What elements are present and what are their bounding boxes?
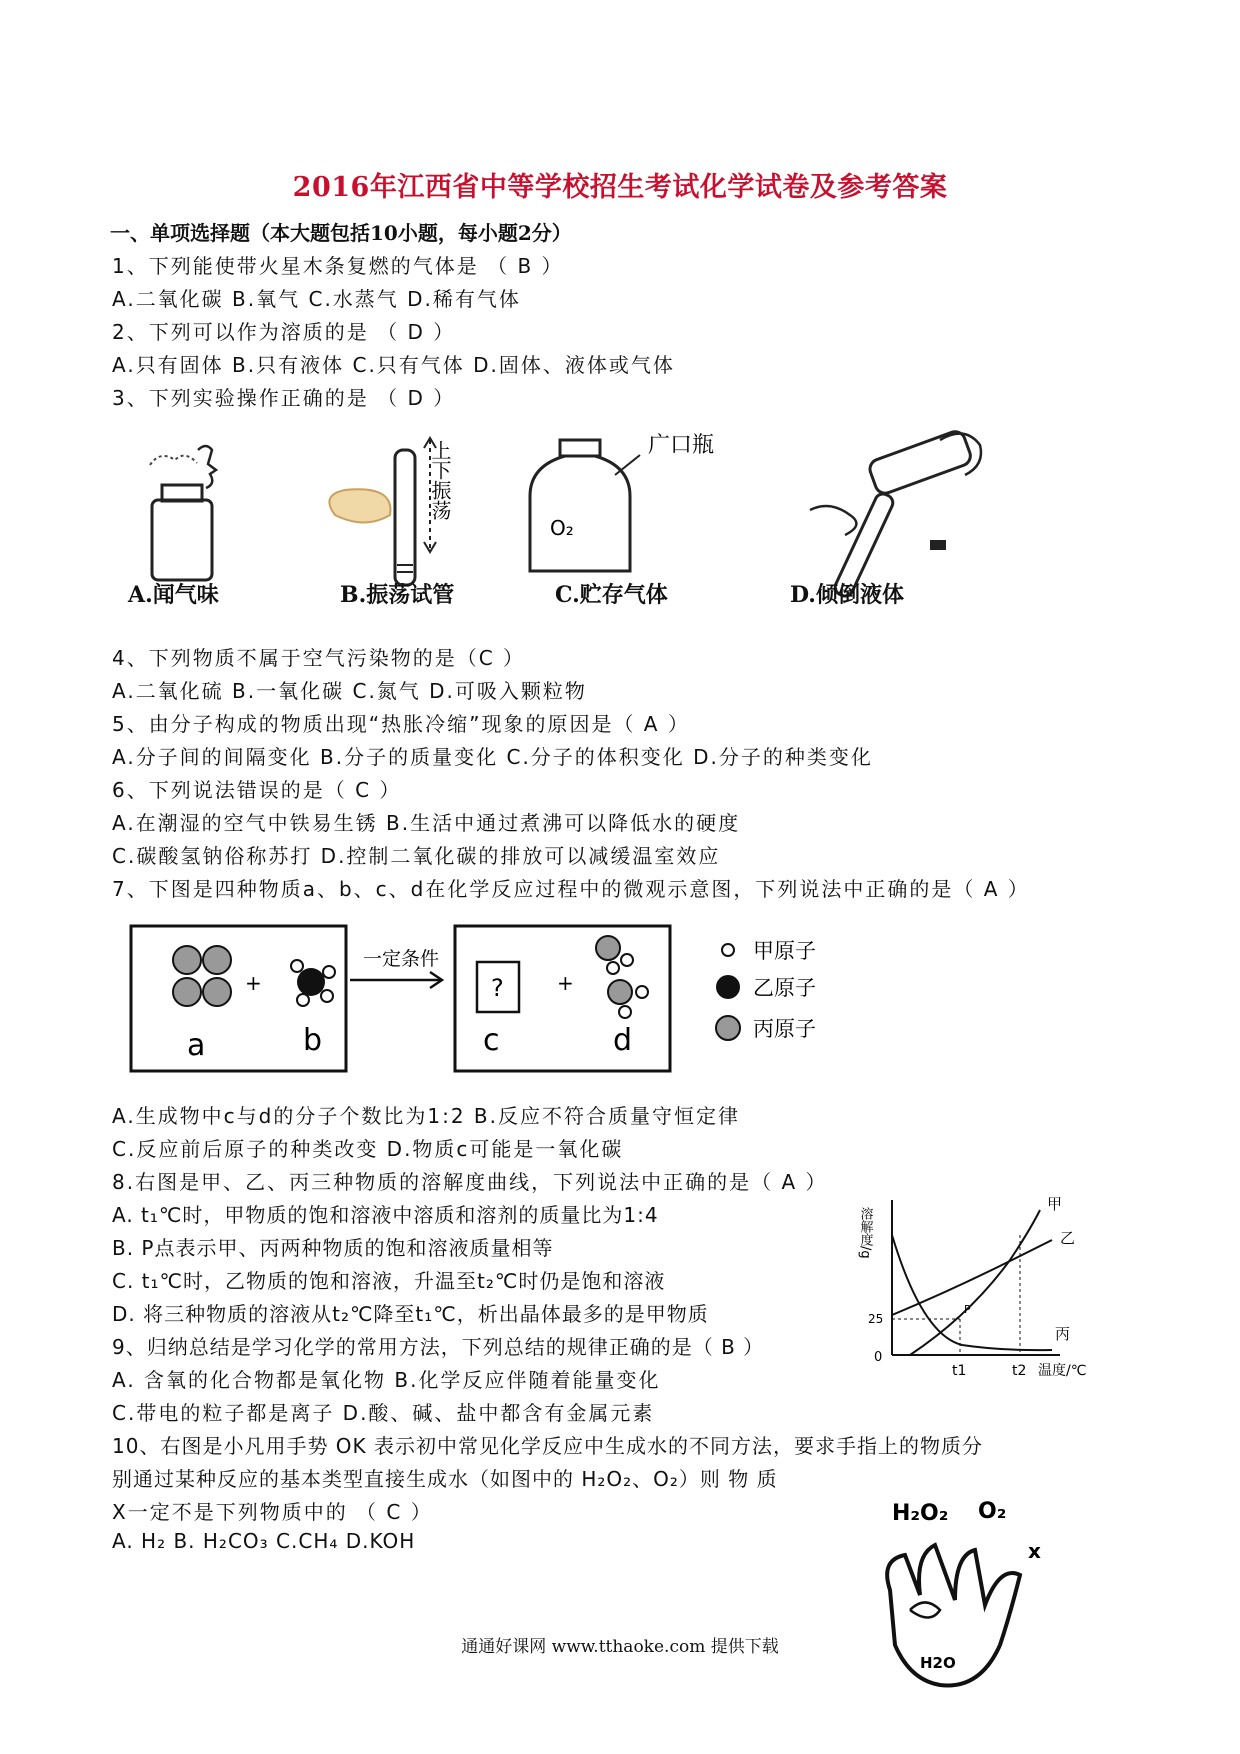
question-7-options-ab: A.生成物中c与d的分子个数比为1:2 B.反应不符合质量守恒定律 (112, 1104, 741, 1128)
question-7-options-cd: C.反应前后原子的种类改变 D.物质c可能是一氧化碳 (112, 1137, 624, 1161)
section-heading: 一、单项选择题（本大题包括10小题，每小题2分） (110, 221, 572, 245)
question-9-options-ab: A. 含氧的化合物都是氧化物 B.化学反应伴随着能量变化 (112, 1368, 661, 1392)
question-6-options-ab: A.在潮湿的空气中铁易生锈 B.生活中通过煮沸可以降低水的硬度 (112, 811, 741, 835)
x-tick-t1: t1 (952, 1363, 967, 1379)
question-10-options: A. H₂ B. H₂CO₃ C.CH₄ D.KOH (112, 1529, 416, 1553)
y-axis-label: 溶解度/g (857, 1207, 873, 1259)
point-p: P (964, 1303, 971, 1316)
question-5-options: A.分子间的间隔变化 B.分子的质量变化 C.分子的体积变化 D.分子的种类变化 (112, 745, 873, 769)
legend-yi: 乙原子 (753, 976, 816, 1000)
x-axis-label: 温度/℃ (1038, 1363, 1087, 1379)
bottle-label: 广口瓶 (648, 433, 715, 458)
question-8-option-a: A. t₁℃时，甲物质的饱和溶液中溶质和溶剂的质量比为1:4 (112, 1203, 659, 1227)
pour-liquid-figure (810, 429, 981, 599)
question-10-ask: X一定不是下列物质中的 （ C ） (112, 1500, 433, 1524)
condition-label: 一定条件 (363, 948, 440, 970)
q7-reaction-diagram (125, 920, 945, 1080)
gas-label: O₂ (550, 516, 574, 540)
question-8-option-d: D. 将三种物质的溶液从t₂℃降至t₁℃，析出晶体最多的是甲物质 (112, 1302, 709, 1326)
solubility-chart (857, 1195, 1100, 1385)
question-1: 1、下列能使带火星木条复燃的气体是 （ B ） (112, 254, 564, 278)
plus-sign-1: + (245, 971, 262, 995)
question-10-cont: 别通过某种反应的基本类型直接生成水（如图中的 H₂O₂、O₂）则 物 质 (112, 1467, 778, 1491)
question-8: 8.右图是甲、乙、丙三种物质的溶解度曲线，下列说法中正确的是（ A ） (112, 1170, 828, 1194)
label-c: c (483, 1023, 500, 1058)
footer-source: 通通好课网 www.tthaoke.com 提供下载 (461, 1637, 779, 1657)
label-d: d (613, 1023, 633, 1058)
origin-label: 0 (874, 1350, 883, 1365)
question-4: 4、下列物质不属于空气污染物的是（C ） (112, 646, 526, 670)
plus-sign-2: + (557, 971, 574, 995)
q3-caption-b: B.振荡试管 (340, 582, 455, 608)
h2o-label: H2O (920, 1654, 956, 1672)
question-9: 9、归纳总结是学习化学的常用方法，下列总结的规律正确的是（ B ） (112, 1335, 765, 1359)
y-tick-25: 25 (868, 1312, 884, 1326)
question-4-options: A.二氧化硫 B.一氧化碳 C.氮气 D.可吸入颗粒物 (112, 679, 587, 703)
page-title: 2016年江西省中等学校招生考试化学试卷及参考答案 (292, 172, 948, 203)
wide-mouth-bottle-figure (530, 440, 640, 571)
legend-jia: 甲原子 (753, 939, 816, 963)
h2o2-label: H₂O₂ (892, 1501, 949, 1526)
o2-label: O₂ (978, 1499, 1007, 1524)
question-8-option-b: B. P点表示甲、丙两种物质的饱和溶液质量相等 (112, 1236, 554, 1260)
series-bing: 丙 (1055, 1325, 1071, 1343)
question-6-options-cd: C.碳酸氢钠俗称苏打 D.控制二氧化碳的排放可以减缓温室效应 (112, 844, 721, 868)
shake-tube-figure (329, 438, 436, 585)
question-6: 6、下列说法错误的是（ C ） (112, 778, 402, 802)
legend-bing: 丙原子 (753, 1017, 816, 1041)
question-1-options: A.二氧化碳 B.氧气 C.水蒸气 D.稀有气体 (112, 287, 521, 311)
question-9-options-cd: C.带电的粒子都是离子 D.酸、碱、盐中都含有金属元素 (112, 1401, 655, 1425)
question-5: 5、由分子构成的物质出现“热胀冷缩”现象的原因是（ A ） (112, 712, 690, 736)
series-jia: 甲 (1047, 1195, 1063, 1213)
unknown-mark: ? (491, 974, 504, 1002)
shake-label: 上下振荡 (428, 440, 452, 520)
question-2-options: A.只有固体 B.只有液体 C.只有气体 D.固体、液体或气体 (112, 353, 675, 377)
ok-hand-figure (850, 1490, 1090, 1690)
q3-caption-c: C.贮存气体 (555, 582, 668, 608)
x-tick-t2: t2 (1012, 1363, 1027, 1379)
question-3: 3、下列实验操作正确的是 （ D ） (112, 386, 456, 410)
question-10: 10、右图是小凡用手势 OK 表示初中常见化学反应中生成水的不同方法，要求手指上的物质分 (112, 1434, 984, 1458)
smell-jar-figure (150, 446, 216, 580)
question-8-option-c: C. t₁℃时，乙物质的饱和溶液，升温至t₂℃时仍是饱和溶液 (112, 1269, 666, 1293)
label-b: b (303, 1023, 323, 1058)
series-yi: 乙 (1060, 1229, 1076, 1247)
x-label: x (1028, 1539, 1041, 1563)
question-2: 2、下列可以作为溶质的是 （ D ） (112, 320, 456, 344)
label-a: a (187, 1028, 206, 1063)
q3-caption-d: D.倾倒液体 (790, 582, 904, 608)
question-7: 7、下图是四种物质a、b、c、d在化学反应过程中的微观示意图，下列说法中正确的是（ A ） (112, 877, 1030, 901)
q3-caption-a: A.闻气味 (128, 582, 219, 608)
